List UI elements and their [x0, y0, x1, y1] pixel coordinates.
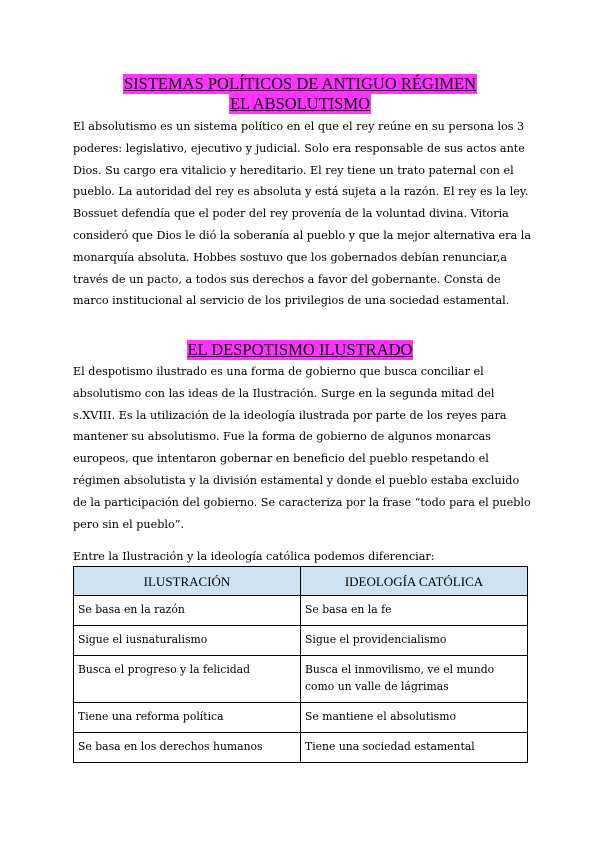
table-cell: Tiene una reforma política [74, 703, 301, 733]
table-cell: Se basa en los derechos humanos [74, 733, 301, 763]
absolutismo-paragraph: El absolutismo es un sistema político en el que el rey reúne en su persona los 3 poderes: legislativo, ejecutivo y judicial. Solo era responsable de sus actos ante Dios. Su cargo era vitalicio y hereditario. El rey tiene un trato paternal con el pueblo. La autoridad del rey es absoluta y está sujeta a la razón. El rey es la ley. Bossuet defendía que el poder del rey provenía de la voluntad divina. Vitoria consideró que Dios le dió la soberanía al pueblo y que la mejor alternativa era la monarquía absoluta. Hobbes sostuvo que los gobernados debían renunciar,a través de un pacto, a todos sus derechos a favor del gobernante. Consta de marco institucional al servicio de los privilegios de una sociedad estamental. [73, 120, 531, 308]
table-cell: Se basa en la fe [301, 596, 528, 626]
table-cell: Sigue el iusnaturalismo [74, 626, 301, 656]
table-row [74, 626, 528, 656]
column-header-ilustracion: ILUSTRACIÓN [74, 567, 301, 596]
table-header-row [74, 567, 528, 596]
table-cell: Busca el progreso y la felicidad [74, 656, 301, 703]
comparison-table [73, 566, 528, 763]
table-cell: Sigue el providencialismo [301, 626, 528, 656]
table-cell: Se mantiene el absolutismo [301, 703, 528, 733]
table-row [74, 596, 528, 626]
despotismo-paragraph: El despotismo ilustrado es una forma de gobierno que busca conciliar el absolutismo con las ideas de la Ilustración. Surge en la segunda mitad del s.XVIII. Es la utilización de la ideología ilustrada por parte de los reyes para mantener su absolutismo. Fue la forma de gobierno de algunos monarcas europeos, que intentaron gobernar en beneficio del pueblo respetando el régimen absolutista y la división estamental y donde el pueblo estaba excluido de la participación del gobierno. Se caracteriza por la frase “todo para el pueblo pero sin el pueblo”. [73, 365, 531, 531]
table-cell: Busca el inmovilismo, ve el mundo como un valle de lágrimas [301, 656, 528, 703]
table-cell: Se basa en la razón [74, 596, 301, 626]
title-block [0, 74, 600, 114]
table-row [74, 733, 528, 763]
column-header-ideologia-catolica: IDEOLOGÍA CATÓLICA [301, 567, 528, 596]
main-title: SISTEMAS POLÍTICOS DE ANTIGUO RÉGIMEN [123, 74, 476, 93]
section-heading-absolutismo: EL ABSOLUTISMO [229, 94, 371, 113]
table-row [74, 656, 528, 703]
comparison-intro: Entre la Ilustración y la ideología católica podemos diferenciar: [73, 550, 435, 563]
section-heading-despotismo: EL DESPOTISMO ILUSTRADO [187, 340, 413, 359]
table-row [74, 703, 528, 733]
table-cell: Tiene una sociedad estamental [301, 733, 528, 763]
section-heading-despotismo-block [0, 340, 600, 360]
